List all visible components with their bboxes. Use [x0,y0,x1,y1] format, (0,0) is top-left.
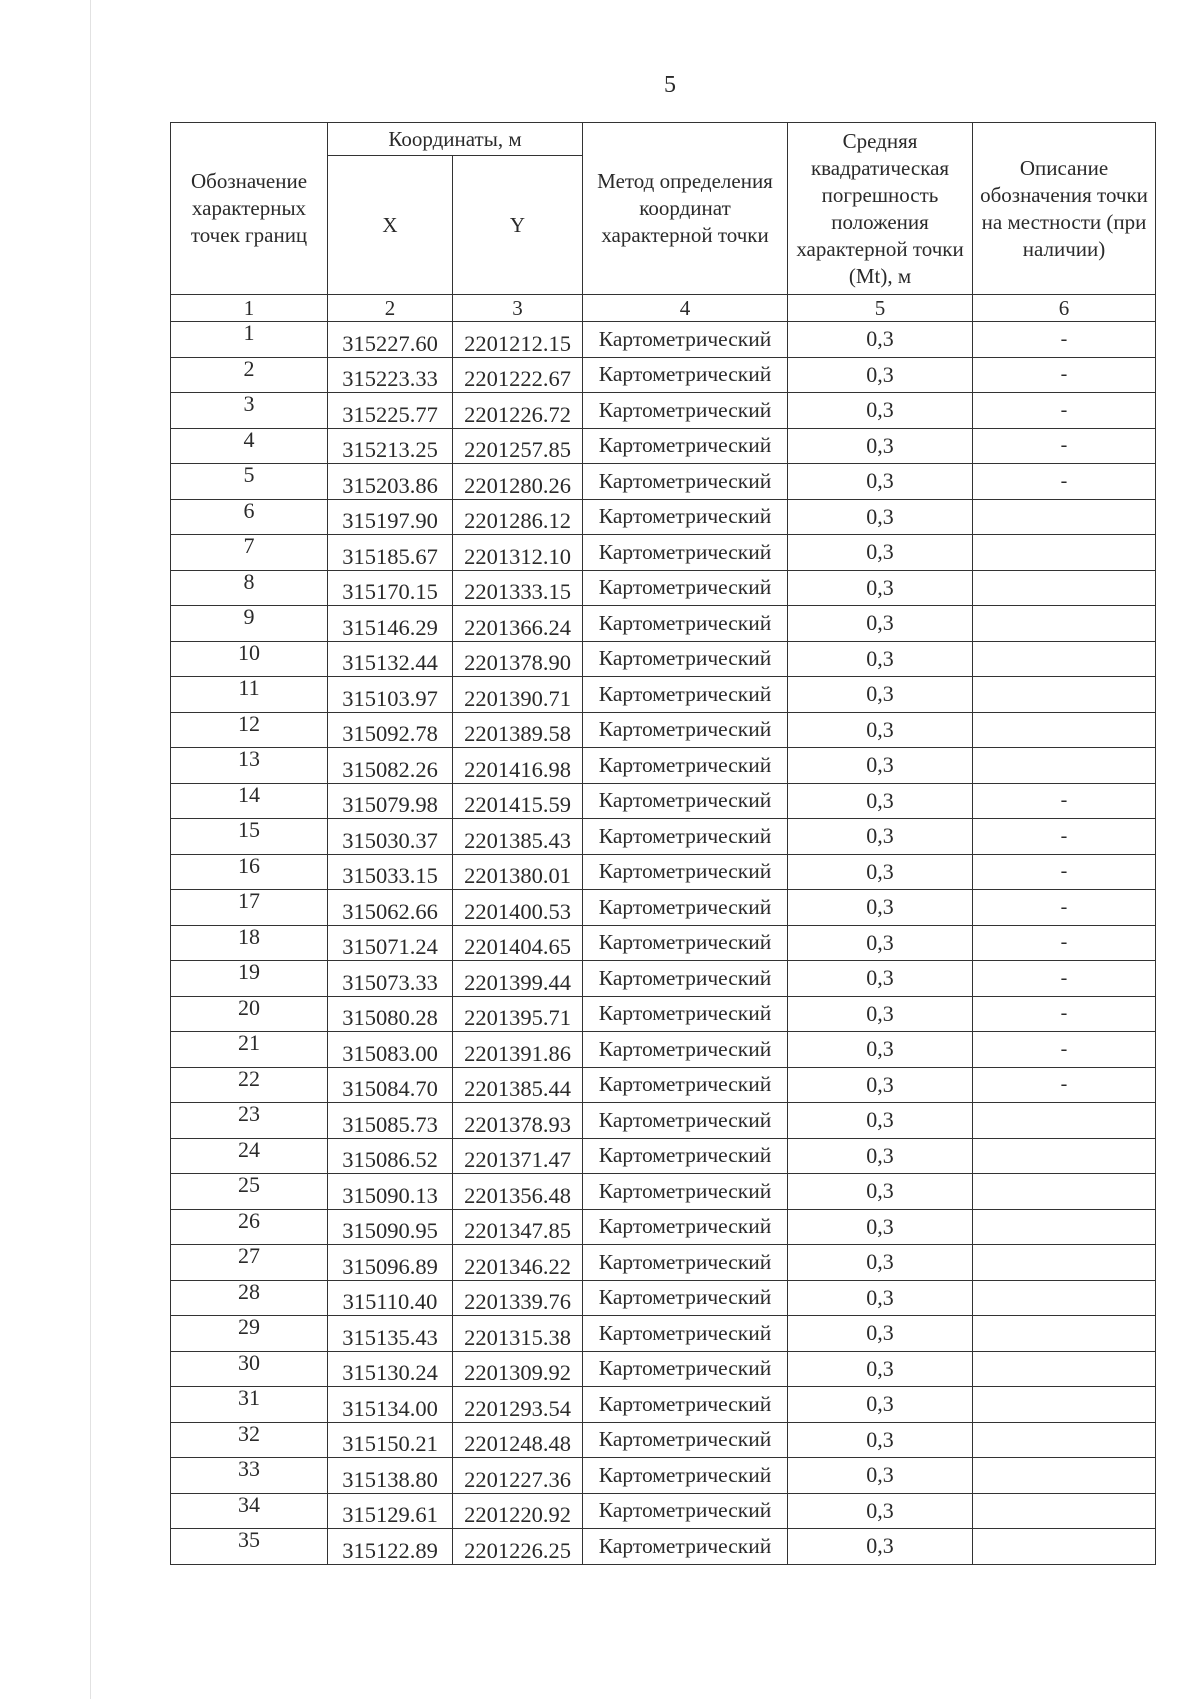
cell-description [973,1316,1156,1352]
cell-description [973,677,1156,713]
table-row [171,535,1156,571]
cell-x-coordinate: 315110.40 [328,1280,453,1316]
cell-description: - [973,996,1156,1032]
cell-x-coordinate: 315129.61 [328,1493,453,1529]
table-row [171,1387,1156,1423]
cell-x-coordinate: 315223.33 [328,357,453,393]
cell-description [973,748,1156,784]
cell-x-coordinate: 315082.26 [328,748,453,784]
cell-y-coordinate: 2201293.54 [453,1387,583,1423]
cell-description [973,606,1156,642]
cell-description: - [973,357,1156,393]
cell-method: Картометрический [583,1138,788,1174]
cell-method: Картометрический [583,1529,788,1565]
cell-description [973,1280,1156,1316]
cell-point-number: 25 [171,1174,328,1210]
table-row [171,1103,1156,1139]
cell-accuracy: 0,3 [788,1245,973,1281]
cell-description: - [973,890,1156,926]
cell-method: Картометрический [583,1245,788,1281]
header-point-designation: Обозначение характерных точек границ [171,123,328,295]
table-row [171,1032,1156,1068]
cell-method: Картометрический [583,1458,788,1494]
cell-y-coordinate: 2201390.71 [453,677,583,713]
cell-description [973,1493,1156,1529]
table-row [171,1138,1156,1174]
cell-y-coordinate: 2201366.24 [453,606,583,642]
header-x: X [328,156,453,295]
column-number: 6 [973,295,1156,322]
cell-accuracy: 0,3 [788,890,973,926]
cell-x-coordinate: 315073.33 [328,961,453,997]
cell-y-coordinate: 2201226.25 [453,1529,583,1565]
cell-y-coordinate: 2201385.44 [453,1067,583,1103]
cell-method: Картометрический [583,606,788,642]
cell-y-coordinate: 2201391.86 [453,1032,583,1068]
cell-x-coordinate: 315090.13 [328,1174,453,1210]
cell-y-coordinate: 2201312.10 [453,535,583,571]
cell-accuracy: 0,3 [788,1529,973,1565]
cell-y-coordinate: 2201333.15 [453,570,583,606]
cell-point-number: 3 [171,393,328,429]
cell-x-coordinate: 315092.78 [328,712,453,748]
cell-accuracy: 0,3 [788,1351,973,1387]
cell-point-number: 5 [171,464,328,500]
cell-accuracy: 0,3 [788,748,973,784]
table-row [171,1067,1156,1103]
table-row [171,748,1156,784]
table-row [171,1529,1156,1565]
cell-y-coordinate: 2201380.01 [453,854,583,890]
cell-point-number: 30 [171,1351,328,1387]
cell-x-coordinate: 315185.67 [328,535,453,571]
cell-description [973,641,1156,677]
cell-point-number: 11 [171,677,328,713]
table-row [171,641,1156,677]
cell-point-number: 4 [171,428,328,464]
cell-x-coordinate: 315080.28 [328,996,453,1032]
cell-point-number: 19 [171,961,328,997]
cell-description [973,1103,1156,1139]
cell-description [973,1529,1156,1565]
cell-method: Картометрический [583,464,788,500]
cell-accuracy: 0,3 [788,1209,973,1245]
cell-description [973,1138,1156,1174]
cell-accuracy: 0,3 [788,1138,973,1174]
cell-point-number: 32 [171,1422,328,1458]
cell-accuracy: 0,3 [788,1422,973,1458]
cell-accuracy: 0,3 [788,1458,973,1494]
column-number: 5 [788,295,973,322]
cell-method: Картометрический [583,499,788,535]
cell-x-coordinate: 315085.73 [328,1103,453,1139]
table-row [171,854,1156,890]
cell-method: Картометрический [583,748,788,784]
cell-accuracy: 0,3 [788,819,973,855]
cell-accuracy: 0,3 [788,1032,973,1068]
cell-accuracy: 0,3 [788,322,973,358]
cell-description [973,1422,1156,1458]
table-row [171,783,1156,819]
column-number: 1 [171,295,328,322]
cell-accuracy: 0,3 [788,428,973,464]
cell-x-coordinate: 315150.21 [328,1422,453,1458]
cell-accuracy: 0,3 [788,677,973,713]
cell-y-coordinate: 2201346.22 [453,1245,583,1281]
cell-accuracy: 0,3 [788,499,973,535]
cell-x-coordinate: 315170.15 [328,570,453,606]
cell-method: Картометрический [583,535,788,571]
cell-point-number: 26 [171,1209,328,1245]
cell-description: - [973,854,1156,890]
cell-method: Картометрический [583,1067,788,1103]
page-margin-line [90,0,91,1699]
column-number: 2 [328,295,453,322]
cell-point-number: 34 [171,1493,328,1529]
cell-method: Картометрический [583,712,788,748]
cell-y-coordinate: 2201280.26 [453,464,583,500]
cell-y-coordinate: 2201315.38 [453,1316,583,1352]
cell-accuracy: 0,3 [788,1103,973,1139]
cell-accuracy: 0,3 [788,464,973,500]
cell-x-coordinate: 315135.43 [328,1316,453,1352]
cell-method: Картометрический [583,1280,788,1316]
cell-x-coordinate: 315033.15 [328,854,453,890]
cell-point-number: 7 [171,535,328,571]
table-body [171,322,1156,1565]
cell-method: Картометрический [583,641,788,677]
cell-method: Картометрический [583,819,788,855]
cell-y-coordinate: 2201220.92 [453,1493,583,1529]
cell-x-coordinate: 315197.90 [328,499,453,535]
cell-method: Картометрический [583,1351,788,1387]
cell-point-number: 27 [171,1245,328,1281]
cell-point-number: 12 [171,712,328,748]
cell-accuracy: 0,3 [788,1316,973,1352]
table-row [171,819,1156,855]
table-row [171,1493,1156,1529]
cell-y-coordinate: 2201371.47 [453,1138,583,1174]
cell-description: - [973,783,1156,819]
cell-x-coordinate: 315090.95 [328,1209,453,1245]
table-row [171,1174,1156,1210]
cell-method: Картометрический [583,428,788,464]
cell-accuracy: 0,3 [788,393,973,429]
cell-point-number: 14 [171,783,328,819]
cell-x-coordinate: 315122.89 [328,1529,453,1565]
table-row [171,1422,1156,1458]
cell-method: Картометрический [583,1422,788,1458]
cell-point-number: 13 [171,748,328,784]
table-row [171,570,1156,606]
table-row [171,357,1156,393]
cell-y-coordinate: 2201286.12 [453,499,583,535]
cell-description: - [973,322,1156,358]
cell-y-coordinate: 2201400.53 [453,890,583,926]
cell-x-coordinate: 315103.97 [328,677,453,713]
cell-accuracy: 0,3 [788,535,973,571]
cell-description: - [973,464,1156,500]
cell-method: Картометрический [583,357,788,393]
cell-accuracy: 0,3 [788,712,973,748]
cell-x-coordinate: 315079.98 [328,783,453,819]
cell-description [973,1458,1156,1494]
cell-point-number: 6 [171,499,328,535]
cell-y-coordinate: 2201347.85 [453,1209,583,1245]
cell-x-coordinate: 315030.37 [328,819,453,855]
cell-x-coordinate: 315138.80 [328,1458,453,1494]
column-number: 3 [453,295,583,322]
table-row [171,499,1156,535]
cell-accuracy: 0,3 [788,1493,973,1529]
cell-method: Картометрический [583,996,788,1032]
cell-point-number: 24 [171,1138,328,1174]
cell-x-coordinate: 315134.00 [328,1387,453,1423]
cell-accuracy: 0,3 [788,357,973,393]
cell-method: Картометрический [583,570,788,606]
cell-accuracy: 0,3 [788,961,973,997]
cell-point-number: 16 [171,854,328,890]
table-row [171,677,1156,713]
cell-method: Картометрический [583,1493,788,1529]
cell-y-coordinate: 2201339.76 [453,1280,583,1316]
cell-point-number: 31 [171,1387,328,1423]
cell-y-coordinate: 2201248.48 [453,1422,583,1458]
cell-x-coordinate: 315132.44 [328,641,453,677]
page-number: 5 [664,72,676,98]
header-accuracy: Средняя квадратическая погрешность положения характерной точки (Mt), м [788,123,973,295]
table-row [171,322,1156,358]
cell-accuracy: 0,3 [788,1067,973,1103]
cell-description [973,570,1156,606]
cell-accuracy: 0,3 [788,854,973,890]
coordinates-table [170,122,1156,1565]
cell-x-coordinate: 315062.66 [328,890,453,926]
table-row [171,1209,1156,1245]
cell-description: - [973,1032,1156,1068]
table-row [171,606,1156,642]
cell-x-coordinate: 315225.77 [328,393,453,429]
cell-point-number: 33 [171,1458,328,1494]
header-coordinates-group: Координаты, м [328,123,583,156]
cell-accuracy: 0,3 [788,1174,973,1210]
cell-description: - [973,393,1156,429]
cell-y-coordinate: 2201222.67 [453,357,583,393]
header-description: Описание обозначения точки на местности (при наличии) [973,123,1156,295]
cell-description: - [973,428,1156,464]
cell-y-coordinate: 2201389.58 [453,712,583,748]
cell-point-number: 23 [171,1103,328,1139]
cell-point-number: 9 [171,606,328,642]
cell-method: Картометрический [583,783,788,819]
cell-x-coordinate: 315096.89 [328,1245,453,1281]
cell-x-coordinate: 315086.52 [328,1138,453,1174]
table-row [171,961,1156,997]
cell-description [973,1387,1156,1423]
cell-method: Картометрический [583,854,788,890]
cell-method: Картометрический [583,1316,788,1352]
cell-y-coordinate: 2201227.36 [453,1458,583,1494]
cell-x-coordinate: 315083.00 [328,1032,453,1068]
cell-accuracy: 0,3 [788,996,973,1032]
cell-description [973,1174,1156,1210]
cell-y-coordinate: 2201226.72 [453,393,583,429]
column-number: 4 [583,295,788,322]
cell-y-coordinate: 2201385.43 [453,819,583,855]
cell-method: Картометрический [583,322,788,358]
cell-method: Картометрический [583,890,788,926]
cell-y-coordinate: 2201378.93 [453,1103,583,1139]
cell-accuracy: 0,3 [788,1280,973,1316]
cell-x-coordinate: 315203.86 [328,464,453,500]
table-row [171,996,1156,1032]
table-row [171,925,1156,961]
cell-point-number: 22 [171,1067,328,1103]
cell-point-number: 15 [171,819,328,855]
cell-description: - [973,961,1156,997]
cell-y-coordinate: 2201395.71 [453,996,583,1032]
cell-y-coordinate: 2201404.65 [453,925,583,961]
table-row [171,1458,1156,1494]
cell-y-coordinate: 2201399.44 [453,961,583,997]
cell-description: - [973,1067,1156,1103]
table-row [171,1280,1156,1316]
cell-description: - [973,925,1156,961]
cell-point-number: 8 [171,570,328,606]
table-row [171,428,1156,464]
cell-y-coordinate: 2201415.59 [453,783,583,819]
cell-point-number: 20 [171,996,328,1032]
cell-method: Картометрический [583,1103,788,1139]
cell-method: Картометрический [583,677,788,713]
cell-point-number: 29 [171,1316,328,1352]
table-row [171,464,1156,500]
cell-accuracy: 0,3 [788,641,973,677]
cell-y-coordinate: 2201212.15 [453,322,583,358]
table-row [171,1316,1156,1352]
table-row [171,1351,1156,1387]
cell-x-coordinate: 315227.60 [328,322,453,358]
header-y: Y [453,156,583,295]
table-row [171,393,1156,429]
cell-method: Картометрический [583,1387,788,1423]
cell-description [973,1209,1156,1245]
cell-x-coordinate: 315084.70 [328,1067,453,1103]
cell-description [973,712,1156,748]
cell-point-number: 35 [171,1529,328,1565]
header-method: Метод определения координат характерной точки [583,123,788,295]
cell-x-coordinate: 315130.24 [328,1351,453,1387]
cell-method: Картометрический [583,1174,788,1210]
cell-point-number: 28 [171,1280,328,1316]
cell-accuracy: 0,3 [788,606,973,642]
cell-method: Картометрический [583,1032,788,1068]
cell-method: Картометрический [583,961,788,997]
cell-y-coordinate: 2201378.90 [453,641,583,677]
cell-y-coordinate: 2201416.98 [453,748,583,784]
table-row [171,1245,1156,1281]
table-row [171,890,1156,926]
cell-point-number: 18 [171,925,328,961]
cell-method: Картометрический [583,1209,788,1245]
cell-description [973,499,1156,535]
cell-point-number: 1 [171,322,328,358]
cell-point-number: 17 [171,890,328,926]
cell-description: - [973,819,1156,855]
cell-accuracy: 0,3 [788,1387,973,1423]
cell-accuracy: 0,3 [788,925,973,961]
cell-x-coordinate: 315146.29 [328,606,453,642]
cell-description [973,1245,1156,1281]
cell-y-coordinate: 2201356.48 [453,1174,583,1210]
cell-point-number: 10 [171,641,328,677]
cell-description [973,1351,1156,1387]
cell-accuracy: 0,3 [788,570,973,606]
table-row [171,712,1156,748]
cell-method: Картометрический [583,925,788,961]
cell-x-coordinate: 315213.25 [328,428,453,464]
cell-y-coordinate: 2201309.92 [453,1351,583,1387]
cell-point-number: 2 [171,357,328,393]
cell-y-coordinate: 2201257.85 [453,428,583,464]
cell-accuracy: 0,3 [788,783,973,819]
cell-method: Картометрический [583,393,788,429]
cell-x-coordinate: 315071.24 [328,925,453,961]
cell-point-number: 21 [171,1032,328,1068]
cell-description [973,535,1156,571]
